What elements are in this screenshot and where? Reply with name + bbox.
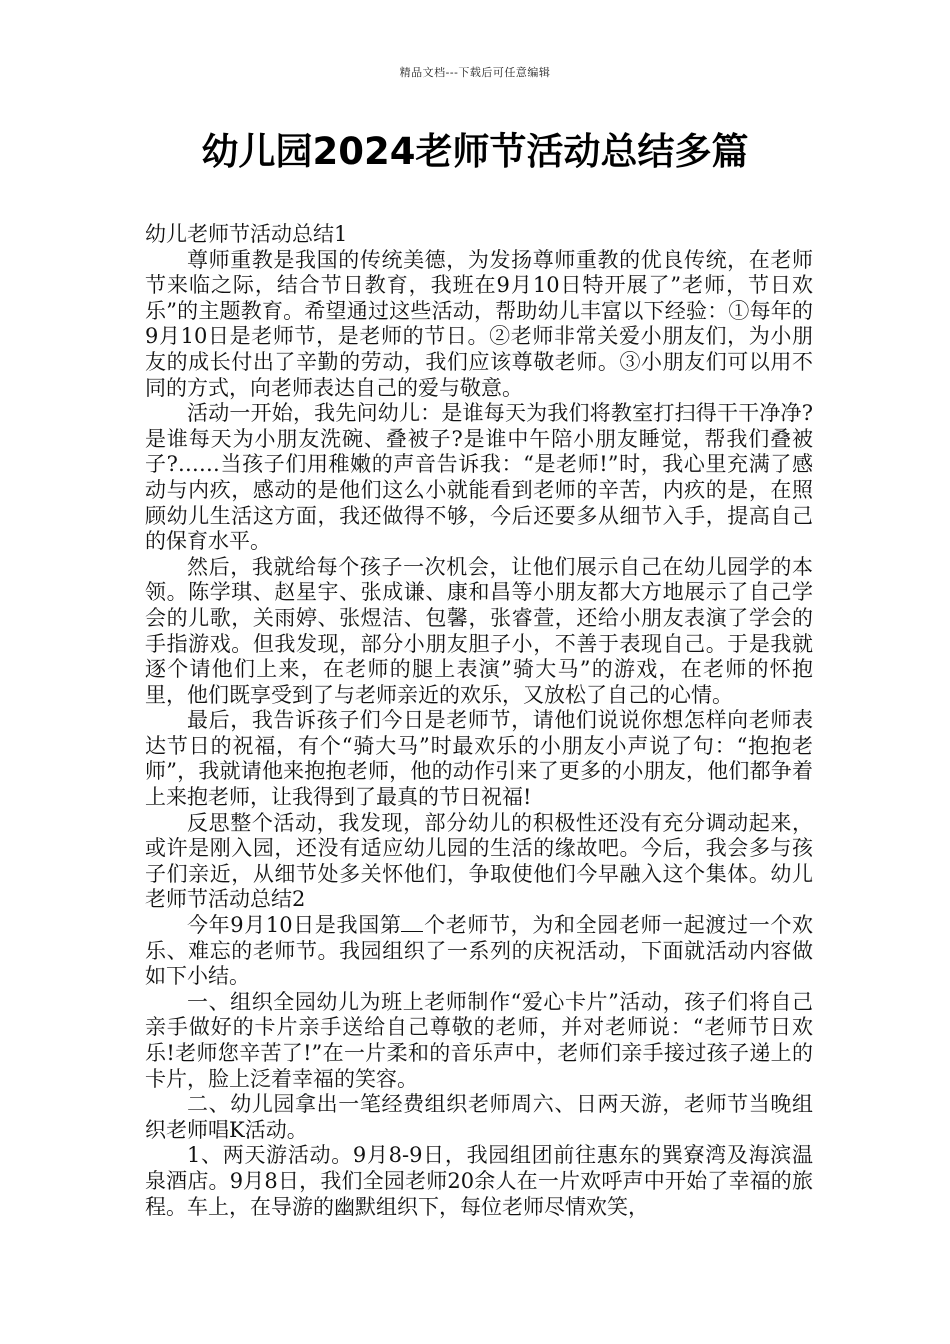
paragraph: 然后，我就给每个孩子一次机会，让他们展示自己在幼儿园学的本领。陈学琪、赵星宇、张成谦、康和昌等小朋友都大方地展示了自己学会的儿歌，关雨婷、张煜洁、包馨，张睿萱，还给小朋友表演了学会的手指游戏。但我发现，部分小朋友胆子小，不善于表现自己。于是我就逐个请他们上来，在老师的腿上表演”骑大马”的游戏，在老师的怀抱里，他们既享受到了与老师亲近的欢乐，又放松了自己的心情。 bbox=[145, 554, 813, 707]
document-title: 幼儿园2024老师节活动总结多篇 bbox=[201, 130, 749, 173]
paragraph-text: 个老师节，为和全园老师一起渡过一个欢乐、难忘的老师节。我园组织了一系列的庆祝活动，下面就活动内容做如下小结。 bbox=[145, 913, 813, 989]
document-body bbox=[145, 222, 813, 1220]
paragraph bbox=[145, 913, 813, 990]
paragraph: 1、两天游活动。9月8-9日，我园组团前往惠东的巽寮湾及海滨温泉酒店。9月8日，我们全园老师20余人在一片欢呼声中开始了幸福的旅程。车上，在导游的幽默组织下，每位老师尽情欢笑， bbox=[145, 1143, 813, 1219]
section-heading: 幼儿老师节活动总结1 bbox=[145, 222, 348, 246]
paragraph: 尊师重教是我国的传统美德，为发扬尊师重教的优良传统，在老师节来临之际，结合节日教育，我班在9月10日特开展了”老师，节日欢乐”的主题教育。希望通过这些活动，帮助幼儿丰富以下经验：①每年的9月10日是老师节，是老师的节日。②老师非常关爱小朋友们，为小朋友的成长付出了辛勤的劳动，我们应该尊敬老师。③小朋友们可以用不同的方式，向老师表达自己的爱与敬意。 bbox=[145, 247, 813, 400]
paragraph: 最后，我告诉孩子们今日是老师节，请他们说说你想怎样向老师表达节日的祝福，有个“骑大马”时最欢乐的小朋友小声说了句：“抱抱老师”，我就请他来抱抱老师，他的动作引来了更多的小朋友，他们都争着上来抱老师，让我得到了最真的节日祝福! bbox=[145, 708, 813, 810]
paragraph: 二、幼儿园拿出一笔经费组织老师周六、日两天游，老师节当晚组织老师唱K活动。 bbox=[145, 1092, 813, 1142]
fill-in-blank bbox=[401, 913, 423, 932]
paragraph: 反思整个活动，我发现，部分幼儿的积极性还没有充分调动起来，或许是刚入园，还没有适应幼儿园的生活的缘故吧。今后，我会多与孩子们亲近，从细节处多关怀他们，争取使他们今早融入这个集体。幼儿老师节活动总结2 bbox=[145, 810, 813, 912]
paragraph: 活动一开始，我先问幼儿：是谁每天为我们将教室打扫得干干净净?是谁每天为小朋友洗碗、叠被子?是谁中午陪小朋友睡觉，帮我们叠被子?……当孩子们用稚嫩的声音告诉我：“是老师!”时，我心里充满了感动与内疚，感动的是他们这么小就能看到老师的辛苦，内疚的是，在照顾幼儿生活这方面，我还做得不够，今后还要多从细节入手，提高自己的保育水平。 bbox=[145, 401, 813, 554]
header-note: 精品文档---下载后可任意编辑 bbox=[399, 66, 551, 79]
paragraph-text: 今年9月10日是我国第 bbox=[187, 913, 402, 938]
paragraph: 一、组织全园幼儿为班上老师制作“爱心卡片”活动，孩子们将自己亲手做好的卡片亲手送给自己尊敬的老师，并对老师说：“老师节日欢乐!老师您辛苦了!”在一片柔和的音乐声中，老师们亲手接过孩子递上的卡片，脸上泛着幸福的笑容。 bbox=[145, 989, 813, 1091]
